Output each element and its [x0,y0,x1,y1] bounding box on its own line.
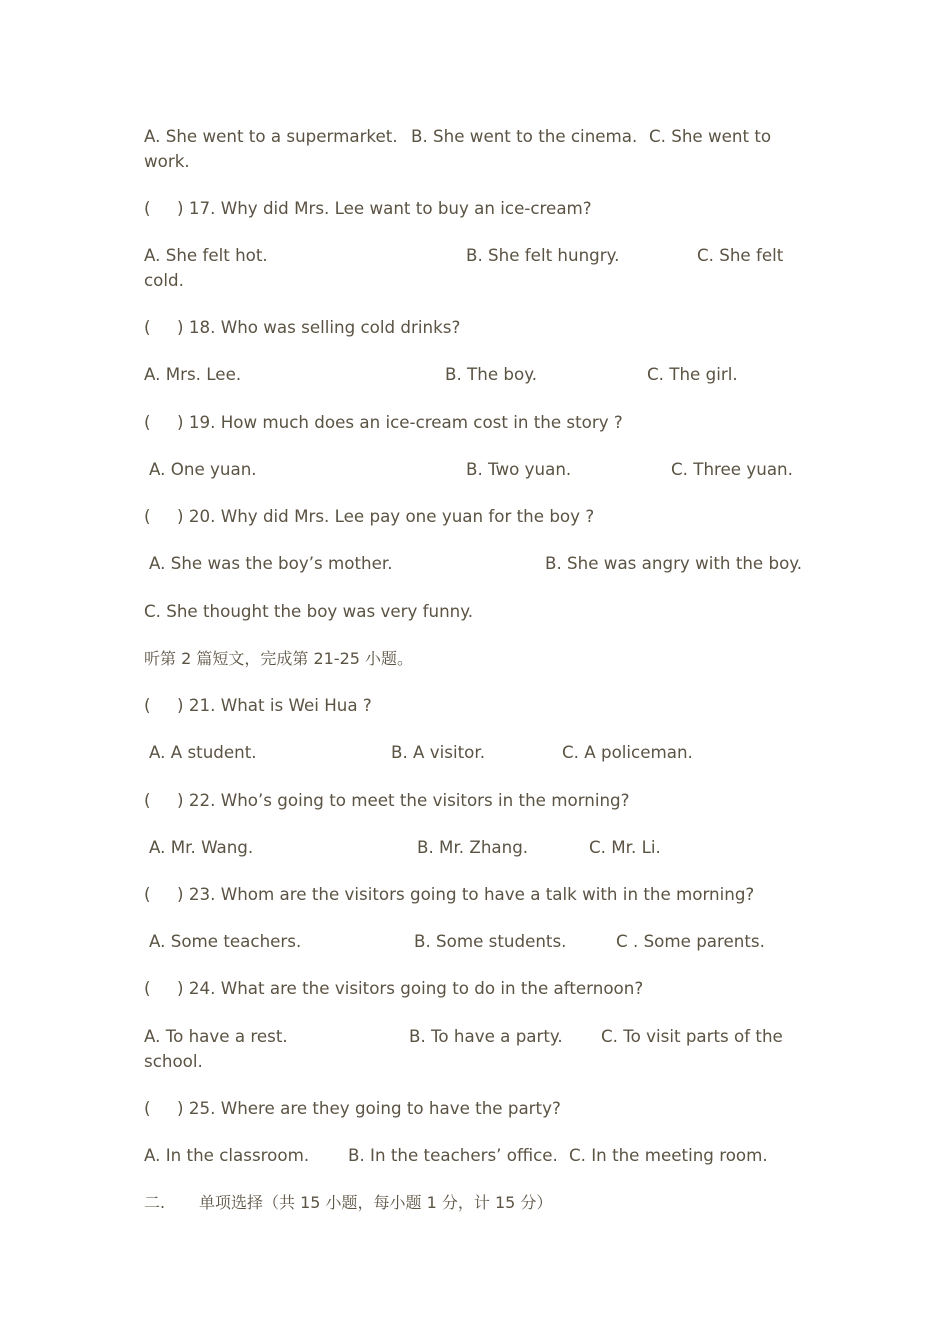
question-23-options [144,929,800,954]
question-22-option-a: A. Mr. Wang. [149,836,254,857]
question-24-options [144,1024,800,1074]
question-17-option-a: A. She felt hot. [144,244,268,265]
question-22-option-b: B. Mr. Zhang. [417,836,529,857]
question-19-option-b: B. Two yuan. [466,458,572,479]
question-21-options [144,740,800,765]
question-18-option-a: A. Mrs. Lee. [144,364,242,385]
question-18-stem: ( ) 18. Who was selling cold drinks? [144,317,461,338]
question-19-stem: ( ) 19. How much does an ice-cream cost in the story ? [144,411,623,432]
question-23-option-a: A. Some teachers. [149,931,302,952]
question-19-option-a: A. One yuan. [149,458,257,479]
question-17-option-b: B. She felt hungry. [466,244,620,265]
question-23-option-c: C . Some parents. [616,931,765,952]
question-25-stem: ( ) 25. Where are they going to have the party? [144,1097,561,1118]
section-2-heading [144,1190,800,1215]
question-22-stem: ( ) 22. Who’s going to meet the visitors in the morning? [144,789,630,810]
question-19-options [144,457,800,482]
question-18-option-c: C. The girl. [647,364,738,385]
question-21-option-b: B. A visitor. [391,742,486,763]
passage-2-instruction: 听第 2 篇短文，完成第 21-25 小题。 [144,648,414,668]
question-18-option-b: B. The boy. [445,364,537,385]
question-20-options [144,551,803,576]
question-16-option-a: A. She went to a supermarket. [144,125,398,146]
question-23-stem: ( ) 23. Whom are the visitors going to have a talk with in the morning? [144,884,755,905]
question-20-stem: ( ) 20. Why did Mrs. Lee pay one yuan for the boy ? [144,506,595,527]
question-21-option-a: A. A student. [149,742,257,763]
question-21-option-c: C. A policeman. [562,742,693,763]
section-2-title: 单项选择（共 15 小题，每小题 1 分，计 15 分） [199,1193,553,1213]
question-17-option-c: C. She felt cold. [144,244,784,290]
question-25-option-c: C. In the meeting room. [569,1145,768,1166]
question-24-stem: ( ) 24. What are the visitors going to do in the afternoon? [144,978,644,999]
question-18-options [144,362,800,387]
question-24-option-b: B. To have a party. [409,1025,563,1046]
question-25-option-a: A. In the classroom. [144,1145,310,1166]
question-22-options [144,835,800,860]
question-25-options [144,1143,800,1168]
question-25-option-b: B. In the teachers’ office. [348,1145,558,1166]
question-17-stem: ( ) 17. Why did Mrs. Lee want to buy an ice-cream? [144,197,592,218]
question-16-option-b: B. She went to the cinema. [411,125,638,146]
question-24-option-a: A. To have a rest. [144,1025,288,1046]
question-21-stem: ( ) 21. What is Wei Hua ? [144,695,372,716]
question-23-option-b: B. Some students. [414,931,567,952]
question-24-option-c: C. To visit parts of the school. [144,1025,783,1071]
question-20-options-continued [144,599,800,624]
question-20-option-c: C. She thought the boy was very funny. [144,600,474,621]
question-17-options [144,243,800,293]
question-16-options [144,124,800,174]
question-19-option-c: C. Three yuan. [671,458,793,479]
question-20-option-a: A. She was the boy’s mother. [149,553,393,574]
question-20-option-b: B. She was angry with the boy. [545,553,803,574]
question-16-option-c: C. She went to work. [144,125,772,171]
section-2-number: 二. [144,1193,166,1213]
question-22-option-c: C. Mr. Li. [589,836,661,857]
